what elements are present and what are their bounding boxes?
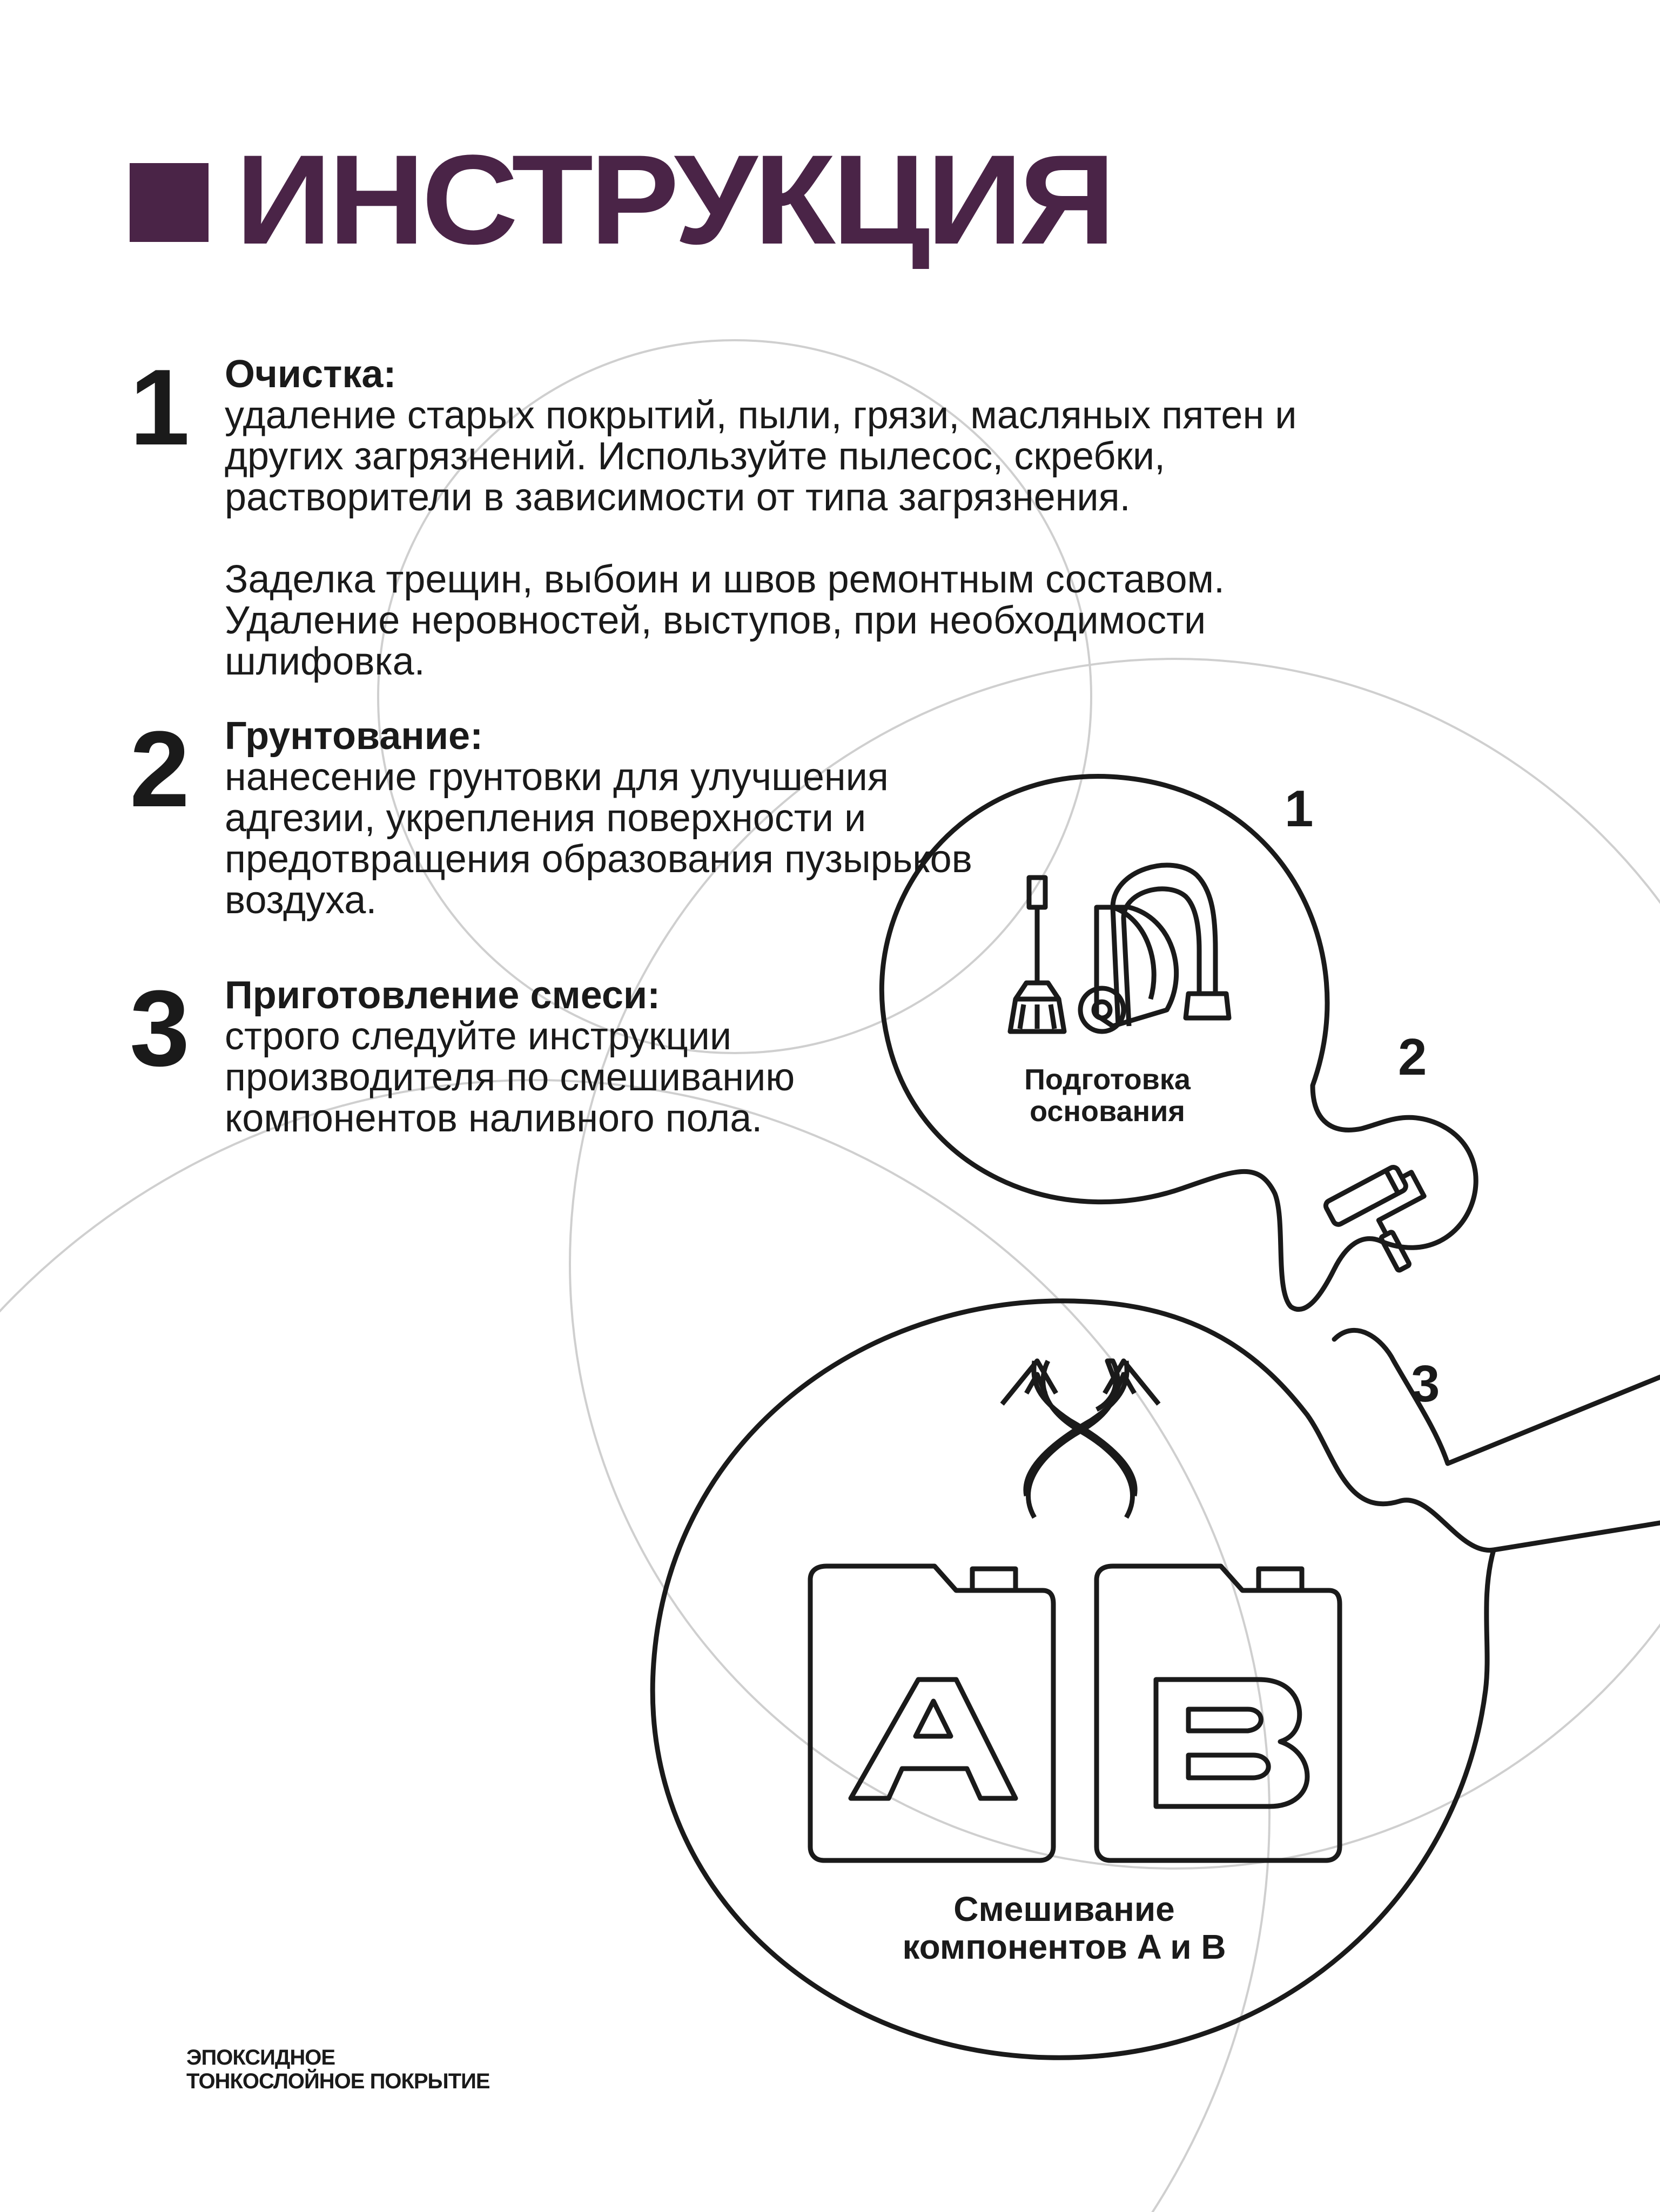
vacuum-cleaner-icon — [1080, 865, 1229, 1031]
diagram-number-2: 2 — [1398, 1028, 1427, 1086]
diagram-number-1: 1 — [1285, 780, 1314, 838]
step-number: 2 — [130, 709, 190, 830]
step-text: строго следуйте инструкции производителя по смешиванию компонентов наливного пола. — [225, 1015, 795, 1140]
diagram-outline — [653, 777, 1660, 2058]
mop-icon — [1010, 878, 1064, 1031]
canister-a-icon — [810, 1566, 1053, 1860]
diagram-number-3: 3 — [1411, 1355, 1440, 1413]
page-title: ИНСТРУКЦИЯ — [236, 129, 1112, 271]
label-mixing: Смешивание компонентов A и B — [902, 1890, 1226, 1967]
step-number: 3 — [130, 968, 190, 1089]
step-text: удаление старых покрытий, пыли, грязи, масляных пятен и других загрязнений. Используйте пылесос, скребки, растворители в зависимости от типа загрязнения. — [225, 394, 1297, 519]
step-text: нанесение грунтовки для улучшения адгезии, укрепления поверхности и предотвращения образования пузырьков воздуха. — [225, 756, 972, 922]
step-number: 1 — [130, 347, 190, 468]
step-heading: Приготовление смеси: — [225, 974, 661, 1017]
paint-roller-icon — [1324, 1161, 1449, 1287]
header — [130, 129, 1112, 271]
step-heading: Очистка: — [225, 353, 396, 396]
label-base-preparation: Подготовка основания — [1024, 1063, 1191, 1128]
title-square-icon — [130, 163, 209, 242]
footer-line-2: ТОНКОСЛОЙНОЕ ПОКРЫТИЕ — [186, 2069, 490, 2093]
canister-b-icon — [1097, 1566, 1340, 1860]
mixing-arrows-icon — [1002, 1361, 1159, 1518]
footer-product — [186, 2046, 490, 2093]
step-heading: Грунтование: — [225, 714, 483, 758]
step-text-2: Заделка трещин, выбоин и швов ремонтным составом. Удаление неровностей, выступов, при необходимости шлифовка. — [225, 558, 1225, 683]
footer-line-1: ЭПОКСИДНОЕ — [186, 2046, 335, 2069]
